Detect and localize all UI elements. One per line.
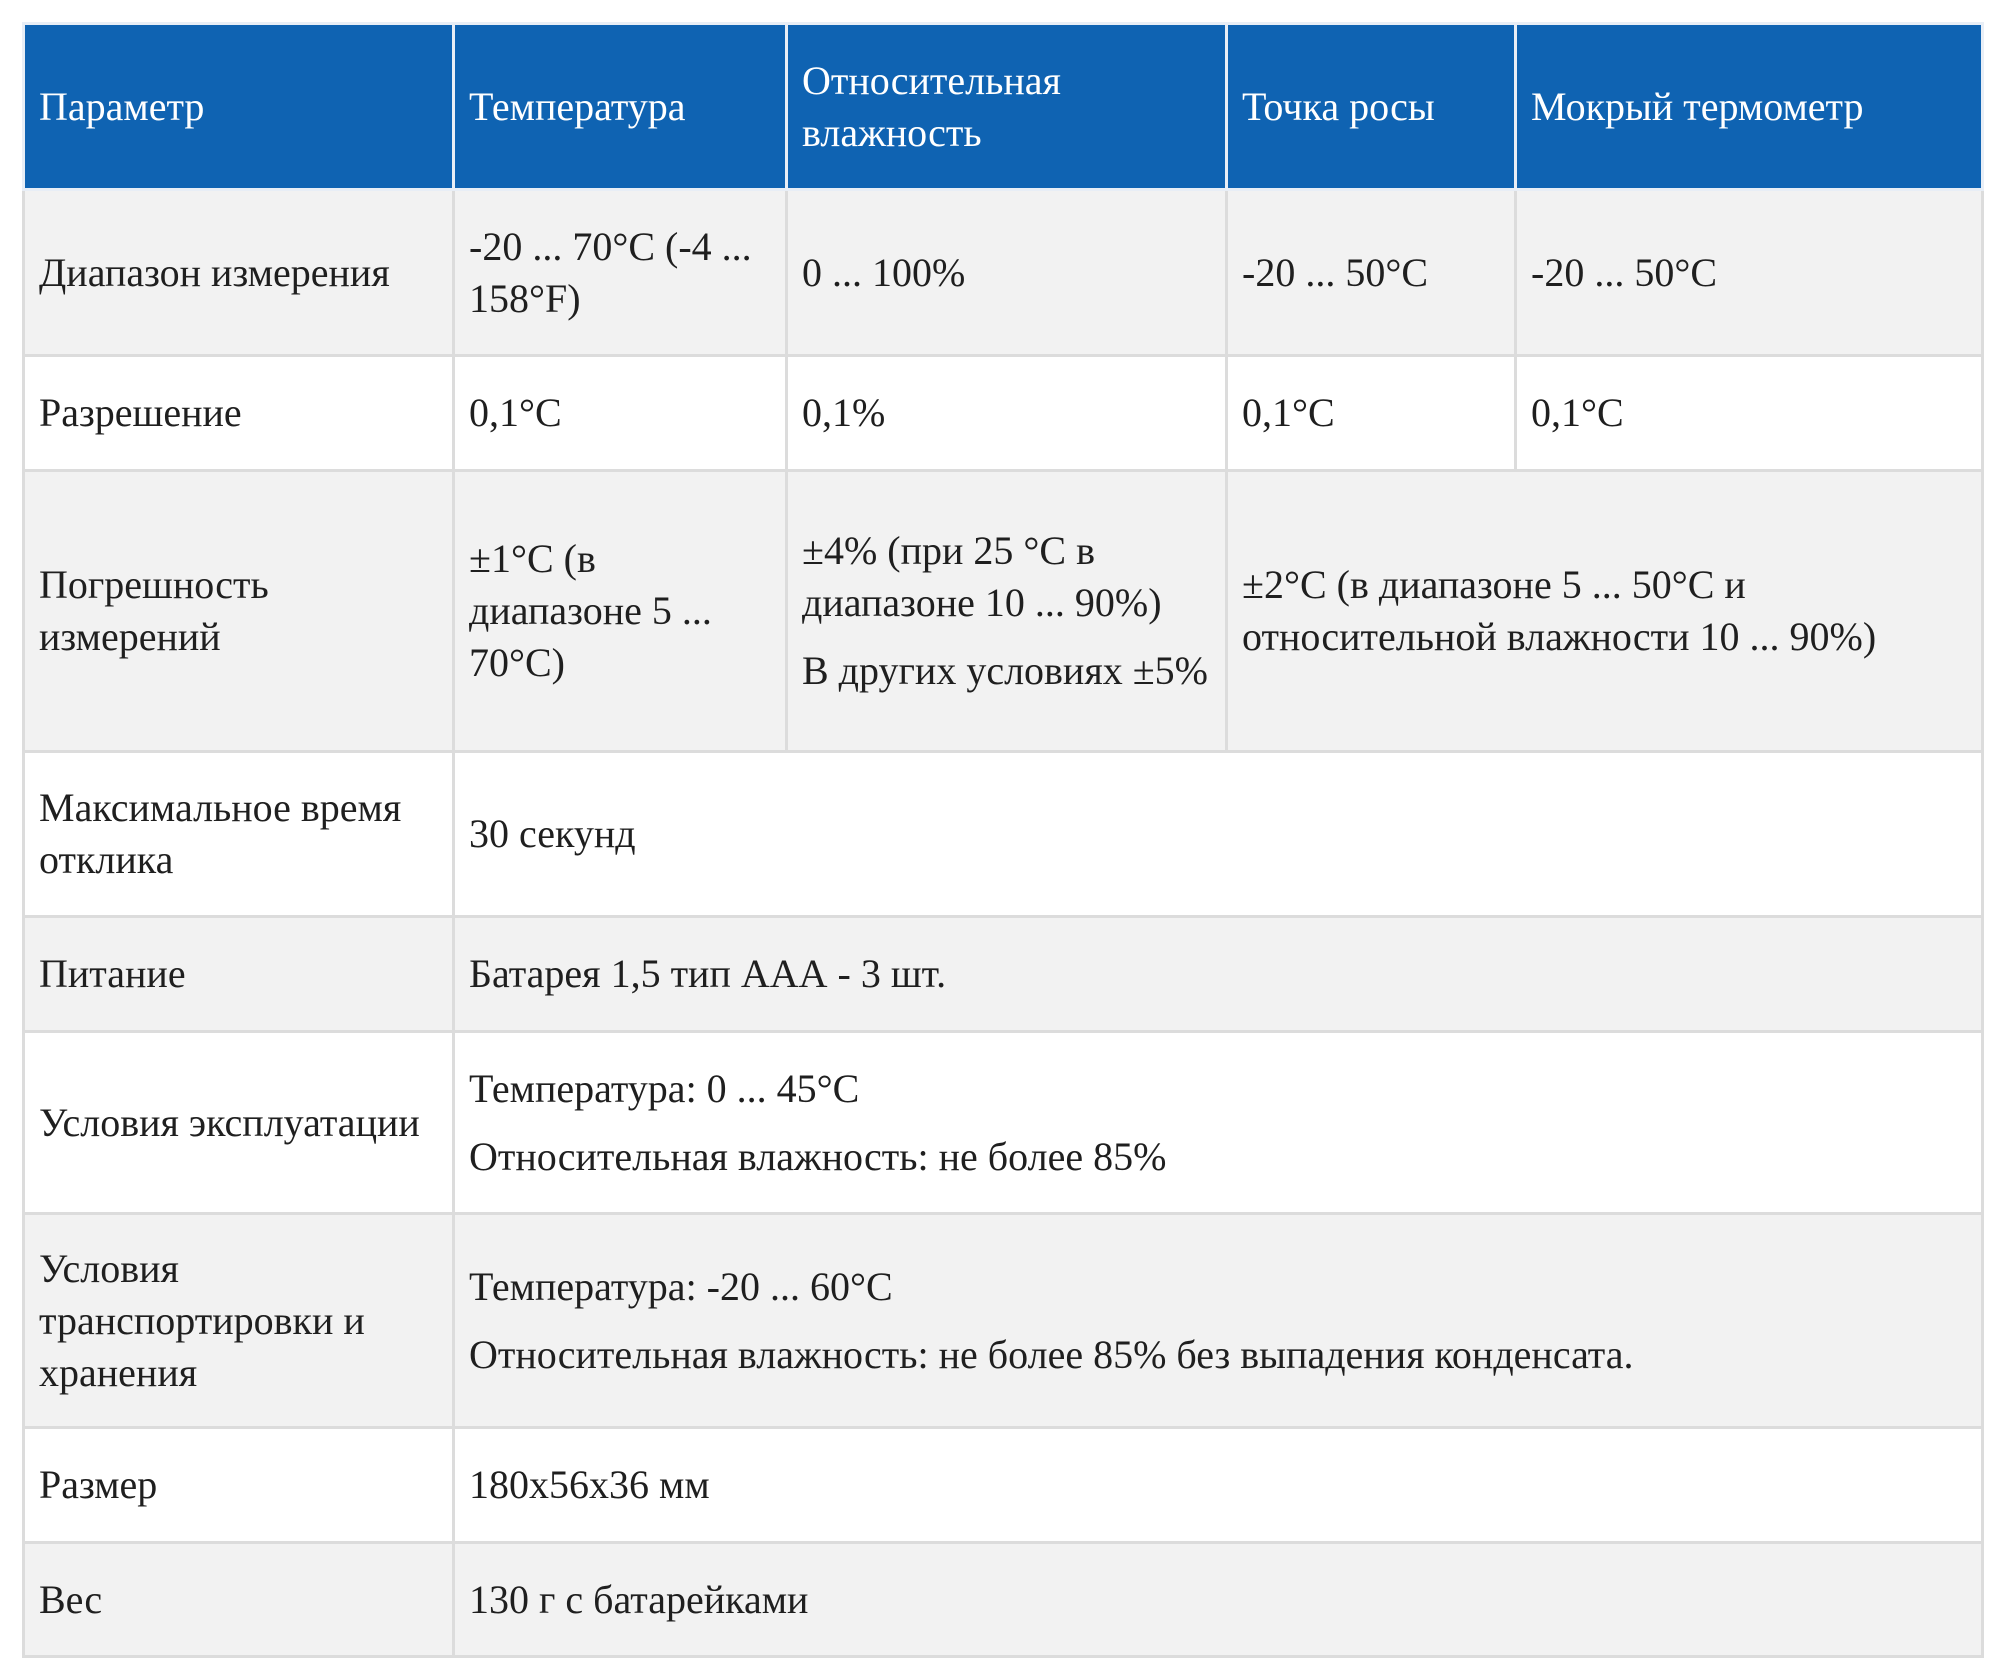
cell-value: 130 г с батарейками: [454, 1543, 1983, 1657]
row-label: Погрешность измерений: [24, 471, 454, 752]
cell-value: 30 секунд: [454, 752, 1983, 917]
cell-value: Батарея 1,5 тип ААА - 3 шт.: [454, 917, 1983, 1032]
row-label: Условия эксплуатации: [24, 1032, 454, 1214]
cell-temperature: ±1°C (в диапазоне 5 ... 70°C): [454, 471, 787, 752]
table-row: [24, 752, 1983, 917]
spec-table-container: [22, 22, 1981, 1658]
header-param: Параметр: [24, 24, 454, 190]
cell-dew-wet: ±2°C (в диапазоне 5 ... 50°C и относительной влажности 10 ... 90%): [1227, 471, 1983, 752]
table-row: [24, 1032, 1983, 1214]
header-row: [24, 24, 1983, 190]
table-row: [24, 471, 1983, 752]
table-row: [24, 1428, 1983, 1543]
storage-temperature-line: Температура: -20 ... 60°C: [469, 1263, 893, 1309]
cell-humidity: 0,1%: [787, 356, 1227, 471]
row-label: Максимальное время отклика: [24, 752, 454, 917]
row-label: Разрешение: [24, 356, 454, 471]
row-label: Условия транспортировки и хранения: [24, 1214, 454, 1428]
humidity-accuracy-other-line: В других условиях ±5%: [802, 648, 1208, 693]
cell-temperature: 0,1°C: [454, 356, 787, 471]
cell-value: 180х56х36 мм: [454, 1428, 1983, 1543]
cell-temperature: -20 ... 70°C (-4 ... 158°F): [454, 190, 787, 356]
row-label: Размер: [24, 1428, 454, 1543]
cell-dew-point: 0,1°C: [1227, 356, 1516, 471]
specifications-table: [22, 22, 1984, 1658]
header-wet-bulb: Мокрый термометр: [1516, 24, 1983, 190]
operating-temperature-line: Температура: 0 ... 45°C: [469, 1065, 860, 1111]
cell-value: [454, 1032, 1983, 1214]
table-row: [24, 917, 1983, 1032]
cell-humidity: 0 ... 100%: [787, 190, 1227, 356]
operating-humidity-line: Относительная влажность: не более 85%: [469, 1133, 1167, 1179]
cell-humidity: [787, 471, 1227, 752]
storage-humidity-line: Относительная влажность: не более 85% без выпадения конденсата.: [469, 1331, 1634, 1377]
cell-dew-point: -20 ... 50°C: [1227, 190, 1516, 356]
table-row: [24, 190, 1983, 356]
table-row: [24, 1543, 1983, 1657]
table-row: [24, 356, 1983, 471]
row-label: Питание: [24, 917, 454, 1032]
header-dew-point: Точка росы: [1227, 24, 1516, 190]
cell-value: [454, 1214, 1983, 1428]
header-temperature: Температура: [454, 24, 787, 190]
table-row: [24, 1214, 1983, 1428]
row-label: Вес: [24, 1543, 454, 1657]
cell-wet-bulb: 0,1°C: [1516, 356, 1983, 471]
cell-wet-bulb: -20 ... 50°C: [1516, 190, 1983, 356]
header-humidity: Относительная влажность: [787, 24, 1227, 190]
row-label: Диапазон измерения: [24, 190, 454, 356]
humidity-accuracy-line: ±4% (при 25 °C в диапазоне 10 ... 90%): [802, 528, 1162, 625]
